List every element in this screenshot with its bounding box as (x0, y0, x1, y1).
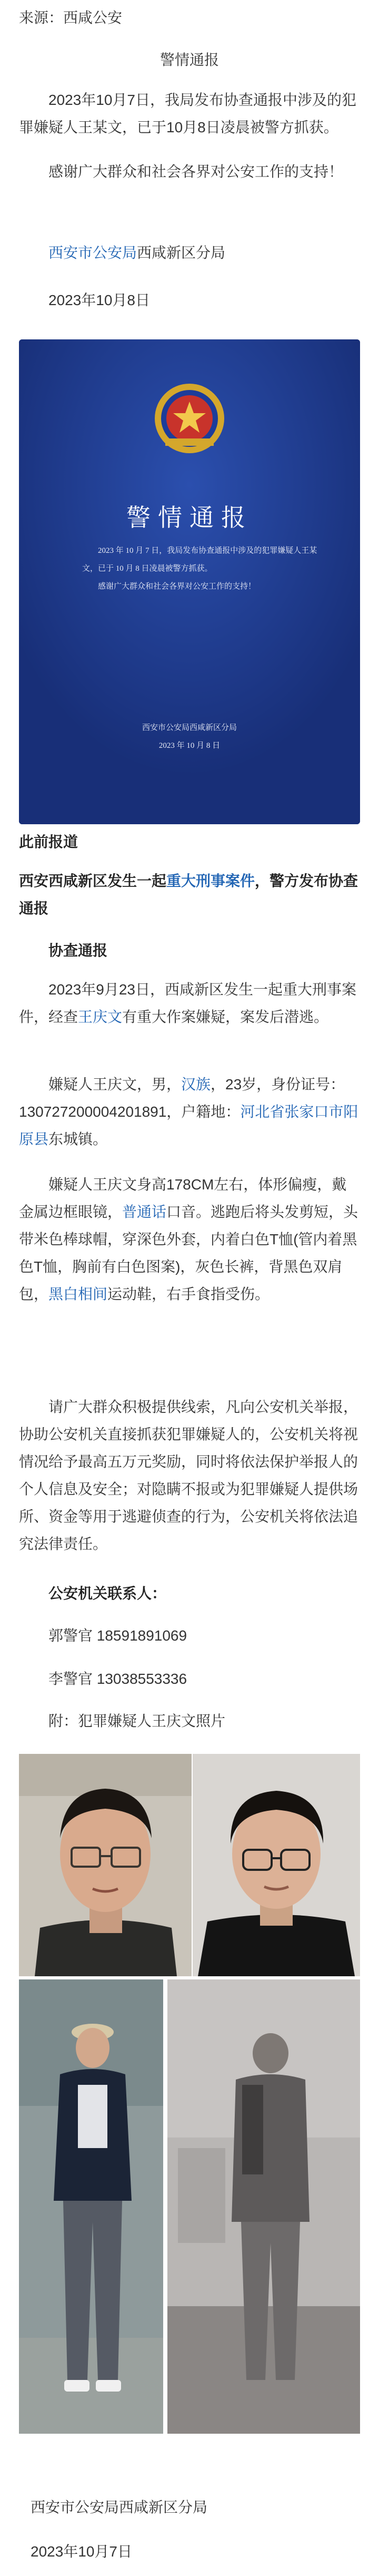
notice-paragraph-2: 感谢广大群众和社会各界对公安工作的支持！ (48, 163, 344, 180)
source-line: 来源：西咸公安 (19, 9, 123, 26)
headline: 西安西咸新区发生一起重大刑事案件，警方发布协查通报 (19, 873, 358, 916)
card-title: 警情通报 (126, 504, 253, 531)
ethnicity-link[interactable]: 汉族 (181, 1076, 211, 1092)
assist-title: 协查通报 (48, 942, 108, 959)
assist-paragraph-2: 嫌疑人王庆文，男，汉族，23岁，身份证号：130727200004201891，户籍地：河北省张家口市阳原县东城镇。 (19, 1076, 358, 1147)
mandarin-link[interactable]: 普通话 (122, 1204, 167, 1220)
card-paragraph-2: 感谢广大群众和社会各界对公安工作的支持！ (98, 582, 256, 591)
attachment-note: 附：犯罪嫌疑人王庆文照片 (48, 1713, 226, 1729)
police-bureau-link[interactable]: 西安市公安局 (48, 245, 137, 261)
major-case-link[interactable]: 重大刑事案件 (166, 873, 255, 889)
police-emblem-icon (155, 384, 224, 453)
notice-title: 警情通报 (159, 52, 219, 68)
assist-paragraph-1: 2023年9月23日，西咸新区发生一起重大刑事案件，经查王庆文有重大作案嫌疑，案发后潜逃。 (19, 981, 357, 1025)
contact-1: 郭警官 18591891069 (48, 1627, 187, 1644)
hometown-link[interactable]: 河北省张家口市阳原县 (19, 1104, 358, 1147)
card-sign-date: 2023 年 10 月 8 日 (158, 741, 221, 750)
notice-signature: 西安市公安局西咸新区分局 (48, 245, 226, 261)
assist-paragraph-4: 请广大群众积极提供线索，凡向公安机关举报，协助公安机关直接抓获犯罪嫌疑人的，公安机关将视情况给予最高五万元奖励，同时将依法保护举报人的个人信息及安全；对隐瞒不报或为犯罪嫌疑人提供场所、资金等用于逃避侦查的行为，公安机关将依法追究法律责任。 (19, 1399, 358, 1552)
notice-card-image (19, 339, 360, 824)
notice-paragraph-1: 2023年10月7日，我局发布协查通报中涉及的犯罪嫌疑人王某文，已于10月8日凌晨被警方抓获。 (19, 92, 357, 135)
contacts-label: 公安机关联系人： (48, 1585, 167, 1602)
suspect-photo-2 (193, 1754, 360, 1976)
card-signature (19, 719, 360, 755)
suspect-name-link[interactable]: 王庆文 (78, 1009, 123, 1025)
card-sign-name: 西安市公安局西咸新区分局 (142, 724, 237, 732)
contact-2: 李警官 13038553336 (48, 1671, 187, 1687)
black-white-link[interactable]: 黑白相间 (48, 1286, 108, 1302)
earlier-report-label: 此前报道 (19, 834, 78, 850)
footer-date: 2023年10月7日 (31, 2543, 133, 2560)
suspect-photo-4 (167, 1979, 360, 2434)
suspect-photo-3 (19, 1979, 163, 2434)
card-paragraph-1: 2023 年 10 月 7 日，我局发布协查通报中涉及的犯罪嫌疑人王某文，已于 10 月 8 日凌晨被警方抓获。 (82, 547, 317, 573)
footer-signature: 西安市公安局西咸新区分局 (31, 2499, 208, 2515)
assist-paragraph-3: 嫌疑人王庆文身高178CM左右，体形偏瘦，戴金属边框眼镜，普通话口音。逃跑后将头发剪短，头带米色棒球帽，穿深色外套，内着白色T恤(管内着黑色T恤，胸前有白色图案)，灰色长裤，背黑色双肩包，黑白相间运动鞋，右手食指受伤。 (19, 1176, 358, 1302)
card-body (82, 542, 330, 596)
suspect-photo-1 (19, 1754, 192, 1976)
notice-date: 2023年10月8日 (48, 292, 151, 308)
